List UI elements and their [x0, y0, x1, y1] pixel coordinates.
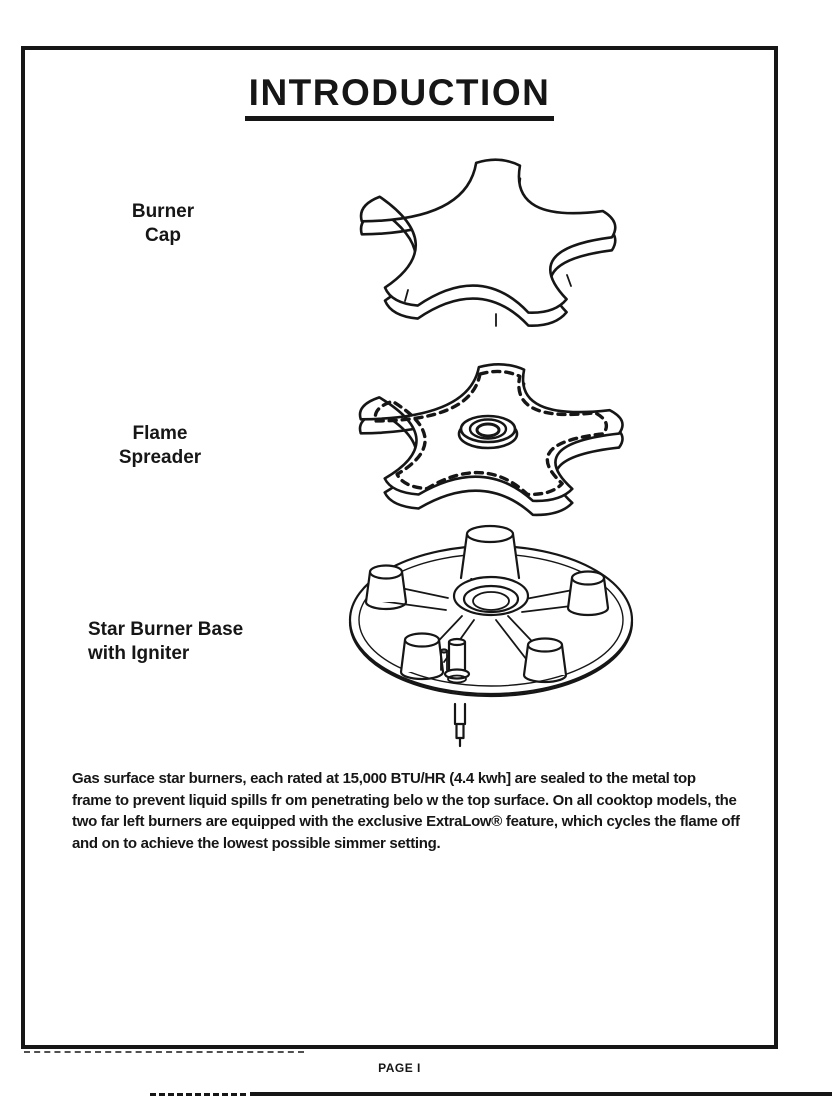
burner-cap-label-line2: Cap: [145, 225, 181, 246]
paragraph-line3: two far left burners are equipped with the exclusive ExtraLow® feature, which cycles the flame off: [72, 813, 740, 830]
paragraph-line1: Gas surface star burners, each rated at 15,000 BTU/HR (4.4 kwh] are sealed to the metal top: [72, 770, 696, 787]
title-row: [21, 74, 778, 121]
star-burner-base-label: [88, 618, 308, 666]
burner-cap-label-line1: Burner: [131, 201, 195, 222]
flame-spreader-label-line1: Flame: [132, 423, 188, 444]
paragraph-line2: frame to prevent liquid spills fr om penetrating belo w the top surface. On all cooktop models, the: [72, 791, 737, 809]
bottom-sheet-rule: [250, 1092, 832, 1096]
flame-spreader-figure: [342, 353, 634, 528]
burner-cap-label: [93, 200, 233, 248]
description-paragraph: [72, 768, 772, 854]
star-burner-base-label-line1: Star Burner Base: [88, 619, 244, 640]
scan-artifact-dashes: [24, 1051, 304, 1053]
paragraph-line4: and on to achieve the lowest possible simmer setting.: [72, 834, 441, 852]
bottom-rule-lead-dashes: [150, 1093, 246, 1096]
flame-spreader-label: [80, 422, 240, 470]
page-title: INTRODUCTION: [245, 74, 555, 121]
star-burner-base-label-line2: with Igniter: [88, 643, 190, 664]
page-number: PAGE I: [378, 1061, 421, 1075]
flame-spreader-label-line2: Spreader: [118, 447, 202, 468]
star-burner-base-figure: [342, 520, 642, 752]
burner-cap-figure: [345, 150, 625, 342]
